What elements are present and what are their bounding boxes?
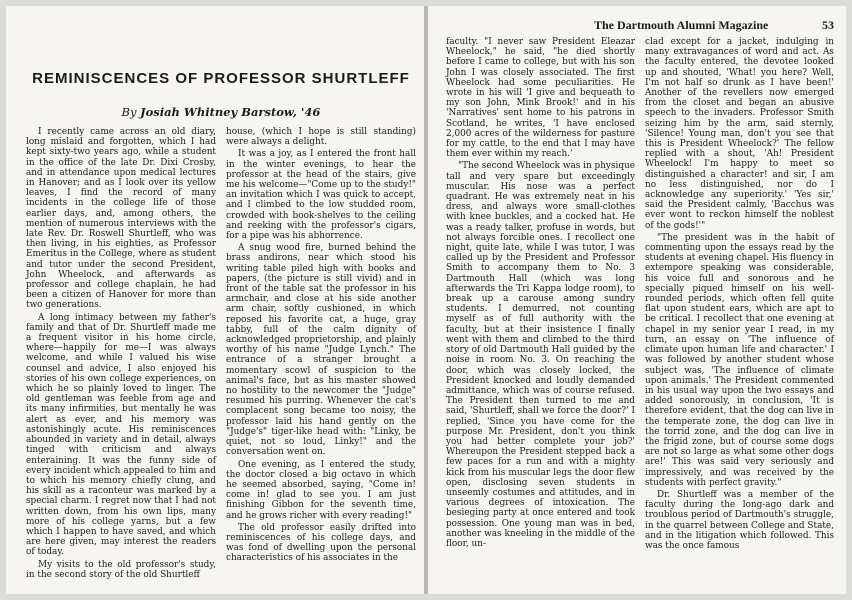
paragraph: It was a joy, as I entered the front hall in the winter evenings, to hear the professor at the head of the stairs, give me his welcome—"Come up to the study!" an invitation which I was quick to accept, and I climbed to the low studded room, crowded with book-shelves to the ceiling and reeking with the professor's cigars, for a pipe was his abhorrence. bbox=[226, 149, 416, 242]
author-name: Josiah Whitney Barstow, '46 bbox=[140, 105, 321, 119]
paragraph: house, (which I hope is still standing) were always a delight. bbox=[226, 127, 416, 148]
text-column bbox=[446, 37, 635, 553]
paragraph: I recently came across an old diary, long mislaid and forgotten, which I had kept sixty-two years ago, while a student in the office of the late Dr. Dixi Crosby, and in attendance upon medical lectures in Hanover; and as I look over its yellow leaves, I find the record of many incidents in the college life of those earlier days, and, among others, the mention of numerous interviews with the late Rev. Dr. Roswell Shurtleff, who was then living, in his eighties, as Professor Emeritus in the College, where as student and tutor under the second President, John Wheelock, and afterwards as professor and college chaplain, he had been a citizen of Hanover for more than two generations. bbox=[26, 127, 216, 311]
running-header bbox=[446, 18, 834, 33]
paragraph: faculty. "I never saw President Eleazar Wheelock," he said, "he died shortly before I came to college, but with his son John I was closely associated. The first Wheelock had some peculiarities. He wrote in his will 'I give and bequeath to my son John, Mink Brook!' and in his 'Narratives' sent home to his patrons in Scotland, he writes, 'I have enclosed 2,000 acres of the wilderness for pasture for my cattle, to the end that I may have them ever within my reach.' bbox=[446, 37, 635, 160]
paragraph: The old professor easily drifted into reminiscences of his college days, and was fond of dwelling upon the personal characteristics of his associates in the bbox=[226, 522, 416, 564]
paragraph: clad except for a jacket, indulging in many extravagances of word and act. As the faculty entered, the devotee looked up and shouted, 'What! you here? Well, I'm not half so drunk as I have been!' Another of the revellers now emerged from the closet and began an abusive speech to the invaders. Professor Smith seizing him by the arm, said sternly, 'Silence! Young man, don't you see that this is President Wheelock?' The fellow replied with a shout, 'Ah! President Wheelock! I'm happy to meet so distinguished a character! and sir, I am no less distinguished, nor do I acknowledge any superiority.' 'Yes sir,' said the President calmly, 'Bacchus was ever wont to reckon himself the noblest of the gods!'" bbox=[645, 37, 834, 231]
text-column bbox=[645, 37, 834, 553]
article-title: REMINISCENCES OF PROFESSOR SHURTLEFF bbox=[32, 70, 410, 87]
left-page bbox=[6, 6, 424, 594]
byline-prefix: By bbox=[121, 105, 137, 119]
text-column bbox=[226, 127, 416, 582]
paragraph: "The president was in the habit of commenting upon the essays read by the students at evening chapel. His fluency in extempore speaking was considerable, his voice full and sonorous and he specially piqued himself on his well-rounded periods, which often fell quite flat upon student ears, which are apt to be critical. I recollect that one evening at chapel in my senior year I read, in my turn, an essay on 'The influence of climate upon human life and character.' I was followed by another student whose subject was, 'The influence of climate upon animals.' The President commented in his usual way upon the two essays and added sonorously, in conclusion, 'It is therefore evident, that the dog can live in the temperate zone, the dog can live in the torrid zone, and the dog can live in the frigid zone, but of course some dogs are not so large as what some other dogs are!' This was said very seriously and impressively, and was received by the students with perfect gravity." bbox=[645, 232, 834, 488]
paragraph: A long intimacy between my father's family and that of Dr. Shurtleff made me a frequent visitor in his home circle, where—happily for me—I was always welcome, and while I valued his wise counsel and advice, I also enjoyed his stories of his own college experiences, on which he so plainly loved to linger. The old gentleman was feeble from age and its many infirmities, but mentally he was alert as ever, and his memory was astonishingly acute. His reminiscences abounded in variety and in detail, always tinged with criticism and always enteraining. It was the funny side of every incident which appealed to him and to which his memory chiefly clung, and his skill as a raconteur was marked by a special charm. I regret now that I had not written down, from his own lips, many more of his college yarns, but a few which I happen to have saved, and which are here given, may interest the readers of today. bbox=[26, 312, 216, 558]
paragraph: A snug wood fire, burned behind the brass andirons, near which stood his writing table piled high with books and papers, (the picture is still vivid) and in front of the table sat the professor in his armchair, and close at his side another arm chair, softly cushioned, in which reposed his favorite cat, a huge, gray tabby, full of the calm dignity of acknowledged proprietorship, and plainly worthy of his name "Judge Lynch." The entrance of a stranger brought a momentary scowl of suspicion to the animal's face, but as his master showed no hostility to the newcomer the "Judge" resumed his purring. Whenever the cat's complacent song became too noisy, the professor laid his hand gently on the "Judge's" tiger-like head with: "Linky, be quiet, not so loud, Linky!" and the conversation went on. bbox=[226, 243, 416, 458]
left-page-columns bbox=[26, 127, 416, 582]
page-number: 53 bbox=[822, 18, 834, 32]
text-column bbox=[26, 127, 216, 582]
right-page-columns bbox=[446, 37, 834, 553]
byline bbox=[26, 105, 416, 119]
paragraph: Dr. Shurtleff was a member of the faculty during the long-ago dark and troublous period of Dartmouth's struggle, in the quarrel between College and State, and in the litigation which followed. This was the once famous bbox=[645, 489, 834, 551]
journal-title: The Dartmouth Alumni Magazine bbox=[594, 18, 769, 32]
paragraph: "The second Wheelock was in physique tall and very spare but exceedingly muscular. His nose was a perfect quadrant. He was extremely neat in his dress, and always wore small-clothes with knee buckles, and a cocked hat. He was a ready talker, profuse in words, but not always forcible ones. I recollect one night, quite late, while I was tutor, I was called up by the President and Professor Smith to accompany them to No. 3 Dartmouth Hall (which was long afterwards the Tri Kappa lodge room), to break up a carouse among sundry students. I demurred, not counting myself as of full authority with the faculty, but at their insistence I finally went with them and climbed to the third story of old Dartmouth Hall guided by the noise in room No. 3. On reaching the door, which was closely locked, the President knocked and loudly demanded admittance, which was of course refused. The President then turned to me and said, 'Shurtleff, shall we force the door?' I replied, 'Since you have come for the purpose Mr. President, don't you think you had better complete your job?' Whereupon the President stepped back a few paces for a run and with a mighty kick from his muscular legs the door flew open, disclosing seven students in unseemly costumes and attitudes, and in various degrees of intoxication. The besieging party at once entered and took possession. One young man was in bed, another was kneeling in the middle of the floor, un- bbox=[446, 161, 635, 549]
paragraph: My visits to the old professor's study, in the second story of the old Shurtleff bbox=[26, 559, 216, 580]
paragraph: One evening, as I entered the study, the doctor closed a big octavo in which he seemed absorbed, saying, "Come in! come in! glad to see you. I am just finishing Gibbon for the seventh time, and he grows richer with every reading!" bbox=[226, 459, 416, 521]
right-page bbox=[428, 6, 846, 594]
